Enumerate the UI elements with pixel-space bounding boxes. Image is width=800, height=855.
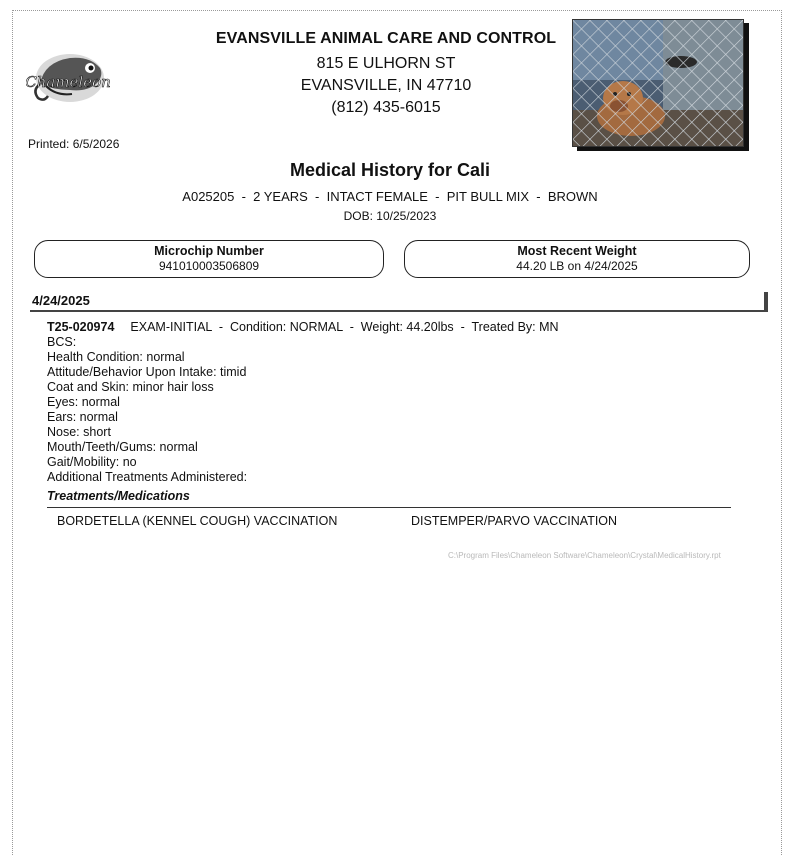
weight-box (404, 240, 750, 278)
exam-id: T25-020974 (47, 320, 115, 334)
weight-label: Most Recent Weight (517, 244, 637, 258)
field-eyes: Eyes: normal (47, 395, 120, 409)
org-phone: (812) 435-6015 (331, 99, 441, 116)
report-title: Medical History for Cali (289, 160, 491, 180)
svg-text:Chameleon: Chameleon (26, 73, 110, 91)
record-date-bar (30, 292, 768, 312)
record-date: 4/24/2025 (32, 293, 90, 308)
field-ears: Ears: normal (47, 410, 118, 424)
field-additional-treatments: Additional Treatments Administered: (47, 470, 248, 484)
field-nose: Nose: short (47, 425, 111, 439)
exam-details: EXAM-INITIAL - Condition: NORMAL - Weight: 44.20lbs - Treated By: MN (130, 320, 559, 334)
printed-date: Printed: 6/5/2026 (28, 137, 120, 151)
animal-dob: DOB: 10/25/2023 (343, 209, 437, 223)
field-bcs: BCS: (47, 335, 77, 349)
report-file-path: C:\Program Files\Chameleon Software\Chameleon\Crystal\MedicalHistory.rpt (448, 551, 721, 560)
microchip-value: 941010003506809 (158, 259, 260, 273)
exam-line (47, 320, 559, 334)
org-name: EVANSVILLE ANIMAL CARE AND CONTROL (215, 30, 557, 47)
exam-fields (47, 335, 247, 485)
microchip-label: Microchip Number (154, 244, 264, 258)
field-coat-skin: Coat and Skin: minor hair loss (47, 380, 214, 394)
field-health-condition: Health Condition: normal (47, 350, 185, 364)
animal-summary: A025205 - 2 YEARS - INTACT FEMALE - PIT BULL MIX - BROWN (182, 189, 598, 204)
microchip-box (34, 240, 384, 278)
animal-photo (572, 19, 744, 147)
chameleon-logo (26, 44, 110, 108)
treatments-header: Treatments/Medications (47, 489, 190, 503)
org-street: 815 E ULHORN ST (316, 55, 456, 72)
field-gait: Gait/Mobility: no (47, 455, 137, 469)
treatment-item: BORDETELLA (KENNEL COUGH) VACCINATION (57, 514, 338, 528)
field-attitude: Attitude/Behavior Upon Intake: timid (47, 365, 247, 379)
weight-value: 44.20 LB on 4/24/2025 (516, 259, 638, 273)
field-mouth: Mouth/Teeth/Gums: normal (47, 440, 198, 454)
treatments-divider (47, 507, 731, 508)
org-city: EVANSVILLE, IN 47710 (300, 77, 472, 94)
treatment-item: DISTEMPER/PARVO VACCINATION (411, 514, 618, 528)
